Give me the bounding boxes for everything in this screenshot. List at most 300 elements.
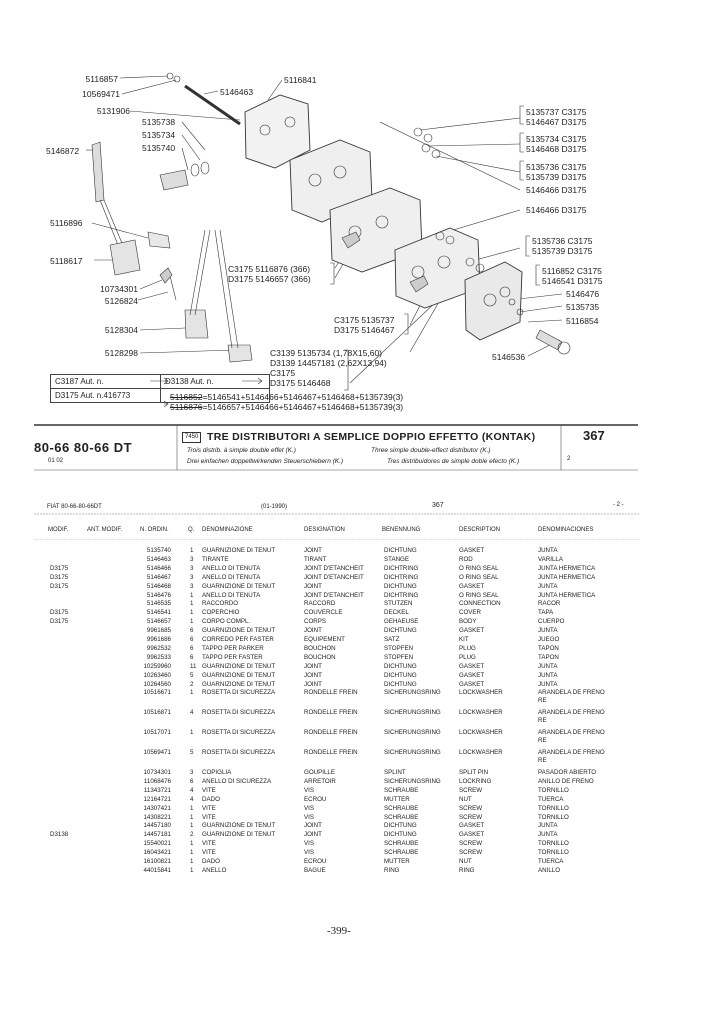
description-en-cell: O RING SEAL bbox=[459, 573, 499, 581]
quantity-cell: 1 bbox=[190, 866, 194, 874]
description-it-cell: ROSETTA DI SICUREZZA bbox=[202, 729, 276, 737]
callout-right-9: 5135736 C3175 bbox=[532, 236, 593, 246]
callout-right-2: 5146467 D3175 bbox=[526, 117, 587, 127]
description-de-cell: SCHRAUBE bbox=[384, 813, 419, 821]
part-number-cell: 5146468 bbox=[146, 582, 171, 590]
description-es-cell: TORNILLO bbox=[538, 849, 569, 857]
part-number-cell: 10516671 bbox=[143, 689, 171, 697]
callout-center-3: C3175 5135737 bbox=[334, 315, 395, 325]
quantity-cell: 4 bbox=[190, 795, 194, 803]
quantity-cell: 6 bbox=[190, 777, 194, 785]
quantity-cell: 4 bbox=[190, 786, 194, 794]
description-fr-cell: JOINT bbox=[304, 680, 322, 688]
modif-cell: D3175 bbox=[50, 609, 69, 617]
description-es-cell: JUNTA bbox=[538, 831, 558, 839]
description-de-cell: DICHTUNG bbox=[384, 831, 417, 839]
callout-right-12: 5146541 D3175 bbox=[542, 276, 603, 286]
description-en-cell: GASKET bbox=[459, 831, 485, 839]
description-it-cell: VITE bbox=[202, 849, 216, 857]
description-de-cell: DECKEL bbox=[384, 609, 409, 617]
description-fr-cell: ARRETOIR bbox=[304, 777, 336, 785]
description-en-cell: LOCKWASHER bbox=[459, 689, 503, 697]
modif-cell: D3175 bbox=[50, 573, 69, 581]
description-en-cell: LOCKRING bbox=[459, 777, 492, 785]
part-number-cell: 16043421 bbox=[143, 849, 171, 857]
description-fr-cell: JOINT bbox=[304, 627, 322, 635]
description-it-cell: GUARNIZIONE DI TENUT bbox=[202, 662, 276, 670]
description-en-cell: GASKET bbox=[459, 671, 485, 679]
quantity-cell: 3 bbox=[190, 573, 194, 581]
description-de-cell: STOPFEN bbox=[384, 644, 414, 652]
callout-right-1: 5135737 C3175 bbox=[526, 107, 587, 117]
description-de-cell: DICHTUNG bbox=[384, 582, 417, 590]
equivalence-line-2 bbox=[170, 402, 403, 412]
description-en-cell: LOCKWASHER bbox=[459, 709, 503, 717]
table-number: 367 bbox=[583, 428, 605, 443]
description-es-cell: ANILLO bbox=[538, 866, 561, 874]
description-es-cell: TAPON bbox=[538, 653, 559, 661]
callout-10734301: 10734301 bbox=[100, 284, 138, 294]
description-fr-cell: RONDELLE FREIN bbox=[304, 689, 358, 697]
description-it-cell: ANELLO DI TENUTA bbox=[202, 564, 261, 572]
description-de-cell: DICHTUNG bbox=[384, 627, 417, 635]
description-fr-cell: JOINT bbox=[304, 831, 322, 839]
description-de-cell: DICHTUNG bbox=[384, 680, 417, 688]
col-modif: MODIF. bbox=[48, 527, 69, 533]
description-es-cell: TORNILLO bbox=[538, 813, 569, 821]
col-designation: DESIGNATION bbox=[304, 527, 345, 533]
description-en-cell: O RING SEAL bbox=[459, 564, 499, 572]
description-es-continuation: RE bbox=[538, 757, 547, 765]
callout-5128298: 5128298 bbox=[104, 348, 138, 358]
equivalence-line-1 bbox=[170, 392, 403, 402]
quantity-cell: 1 bbox=[190, 804, 194, 812]
callout-10569471: 10569471 bbox=[82, 89, 120, 99]
model-row-1-col1: C3187 Aut. n. bbox=[51, 375, 161, 388]
description-es-cell: TORNILLO bbox=[538, 804, 569, 812]
description-en-cell: SCREW bbox=[459, 840, 483, 848]
description-es-cell: RACOR bbox=[538, 600, 561, 608]
description-de-cell: MUTTER bbox=[384, 858, 410, 865]
description-it-cell: GUARNIZIONE DI TENUT bbox=[202, 831, 276, 839]
part-number-cell: 5146466 bbox=[146, 564, 171, 572]
callout-right-5: 5135736 C3175 bbox=[526, 162, 587, 172]
quantity-cell: 6 bbox=[190, 636, 194, 643]
description-it-cell: VITE bbox=[202, 786, 216, 794]
part-number-cell: 5146657 bbox=[146, 618, 171, 626]
description-de-cell: SICHERUNGSRING bbox=[384, 709, 441, 717]
description-de-cell: SICHERUNGSRING bbox=[384, 689, 441, 697]
callout-5146476: 5146476 bbox=[566, 289, 600, 299]
description-fr-cell: COUVERCLE bbox=[304, 609, 343, 617]
callout-center-6: D3139 14457181 (2,62X13,94) bbox=[270, 358, 387, 368]
callout-5116896: 5116896 bbox=[50, 218, 83, 228]
callout-5135738: 5135738 bbox=[142, 117, 176, 127]
description-es-cell: JUNTA bbox=[538, 627, 558, 635]
model-name: 80-66 80-66 DT bbox=[34, 440, 133, 455]
modif-cell: D3138 bbox=[50, 831, 69, 839]
quantity-cell: 5 bbox=[190, 671, 194, 679]
description-fr-cell: VIS bbox=[304, 786, 314, 794]
description-en-cell: GASKET bbox=[459, 680, 485, 688]
description-fr-cell: VIS bbox=[304, 840, 314, 848]
subtitle-de: Drei einfachen doppeltwirkenden Steuerschiebern (K.) bbox=[187, 458, 344, 465]
description-de-cell: SPLINT bbox=[384, 769, 406, 776]
callout-center-2: D3175 5146657 (366) bbox=[228, 274, 311, 284]
quantity-cell: 3 bbox=[190, 564, 194, 572]
superseded-part-2: 5116876 bbox=[170, 402, 203, 412]
description-de-cell: RING bbox=[384, 866, 400, 874]
callout-5135740: 5135740 bbox=[142, 143, 176, 153]
description-es-cell: JUNTA bbox=[538, 671, 558, 679]
part-number-cell: 9961686 bbox=[146, 636, 171, 643]
callout-5118617: 5118617 bbox=[50, 256, 83, 266]
page-title: TRE DISTRIBUTORI A SEMPLICE DOPPIO EFFETTO (KONTAK) bbox=[207, 431, 536, 443]
description-it-cell: COPERCHIO bbox=[202, 609, 240, 617]
description-de-cell: SATZ bbox=[384, 636, 400, 643]
quantity-cell: 3 bbox=[190, 555, 194, 563]
description-de-cell: SCHRAUBE bbox=[384, 786, 419, 794]
quantity-cell: 3 bbox=[190, 769, 194, 776]
subtitle-es: Tres distribuidores de simple doble efecto (K.) bbox=[387, 458, 520, 465]
description-fr-cell: JOINT bbox=[304, 582, 322, 590]
quantity-cell: 1 bbox=[190, 618, 194, 626]
part-number-cell: 5146476 bbox=[146, 591, 171, 599]
part-number-cell: 9962533 bbox=[146, 653, 171, 661]
description-fr-cell: JOINT D'ETANCHEIT bbox=[304, 573, 364, 581]
description-de-cell: SICHERUNGSRING bbox=[384, 749, 441, 757]
quantity-cell: 1 bbox=[190, 689, 194, 697]
description-es-cell: TAPA bbox=[538, 609, 554, 617]
description-de-cell: DICHTUNG bbox=[384, 547, 417, 554]
description-es-cell: PASADOR ABIERTO bbox=[538, 769, 597, 776]
description-de-cell: DICHTRING bbox=[384, 564, 419, 572]
description-es-continuation: RE bbox=[538, 717, 547, 725]
callout-right-6: 5135739 D3175 bbox=[526, 172, 587, 182]
description-es-cell: JUNTA bbox=[538, 822, 558, 830]
description-fr-cell: JOINT bbox=[304, 547, 322, 554]
equivalence-notes bbox=[170, 392, 403, 412]
modif-cell: D3175 bbox=[50, 564, 69, 572]
description-it-cell: GUARNIZIONE DI TENUT bbox=[202, 547, 276, 554]
description-fr-cell: VIS bbox=[304, 849, 314, 857]
callout-5146463: 5146463 bbox=[220, 87, 254, 97]
table-sheet: 2 bbox=[567, 456, 571, 462]
description-fr-cell: JOINT bbox=[304, 662, 322, 670]
callout-right-8: 5146466 D3175 bbox=[526, 205, 587, 215]
description-en-cell: SPLIT PIN bbox=[459, 769, 489, 776]
description-en-cell: GASKET bbox=[459, 582, 485, 590]
description-en-cell: KIT bbox=[459, 636, 469, 643]
description-es-cell: JUNTA HERMETICA bbox=[538, 564, 596, 572]
description-it-cell: COPIGLIA bbox=[202, 769, 232, 776]
part-number-cell: 5146535 bbox=[146, 600, 171, 608]
description-de-cell: DICHTRING bbox=[384, 573, 419, 581]
exploded-diagram bbox=[0, 0, 710, 425]
part-number-cell: 11068476 bbox=[143, 777, 171, 785]
description-es-cell: TUERCA bbox=[538, 795, 564, 803]
description-en-cell: GASKET bbox=[459, 822, 485, 830]
description-fr-cell: RONDELLE FREIN bbox=[304, 729, 358, 737]
part-number-cell: 9962532 bbox=[146, 644, 171, 652]
model-row-1-col2: D3138 Aut. n. bbox=[165, 377, 214, 386]
part-number-cell: 5146467 bbox=[146, 573, 171, 581]
description-en-cell: RING bbox=[459, 866, 475, 874]
description-fr-cell: JOINT bbox=[304, 671, 322, 679]
description-fr-cell: BOUCHON bbox=[304, 644, 336, 652]
list-rules bbox=[0, 510, 710, 540]
equivalence-2: =5146657+5146466+5146467+5146468+5135739(3) bbox=[202, 402, 404, 412]
col-benennung: BENENNUNG bbox=[382, 527, 421, 533]
description-it-cell: VITE bbox=[202, 813, 216, 821]
part-number-cell: 10259960 bbox=[143, 662, 171, 670]
description-fr-cell: RONDELLE FREIN bbox=[304, 749, 358, 757]
description-es-cell: JUEGO bbox=[538, 636, 560, 643]
callout-center-4: D3175 5146467 bbox=[334, 325, 395, 335]
description-de-cell: SCHRAUBE bbox=[384, 849, 419, 857]
description-fr-cell: GOUPILLE bbox=[304, 769, 335, 776]
part-number-cell: 5146541 bbox=[146, 609, 171, 617]
description-it-cell: GUARNIZIONE DI TENUT bbox=[202, 822, 276, 830]
description-en-cell: COVER bbox=[459, 609, 482, 617]
description-en-cell: PLUG bbox=[459, 644, 476, 652]
callout-center-8: D3175 5146468 bbox=[270, 378, 331, 388]
part-number-cell: 14307421 bbox=[143, 804, 171, 812]
description-de-cell: DICHTUNG bbox=[384, 822, 417, 830]
description-fr-cell: BOUCHON bbox=[304, 653, 336, 661]
callout-right-7: 5146466 D3175 bbox=[526, 185, 587, 195]
description-it-cell: GUARNIZIONE DI TENUT bbox=[202, 627, 276, 635]
callout-5116857: 5116857 bbox=[85, 74, 118, 84]
description-es-cell: JUNTA bbox=[538, 582, 558, 590]
part-number-cell: 5146463 bbox=[146, 555, 171, 563]
description-es-cell: TAPON bbox=[538, 644, 559, 652]
description-en-cell: GASKET bbox=[459, 547, 485, 554]
description-en-cell: LOCKWASHER bbox=[459, 729, 503, 737]
group-code: 7450 bbox=[182, 432, 201, 443]
callout-5146872: 5146872 bbox=[46, 146, 80, 156]
description-es-cell: VARILLA bbox=[538, 555, 563, 563]
fiat-sheet: - 2 - bbox=[613, 502, 624, 508]
quantity-cell: 2 bbox=[190, 680, 194, 688]
quantity-cell: 3 bbox=[190, 582, 194, 590]
description-it-cell: ANELLO DI TENUTA bbox=[202, 591, 261, 599]
description-es-cell: ARANDELA DE FRENO bbox=[538, 689, 605, 697]
part-number-cell: 10264560 bbox=[143, 680, 171, 688]
description-fr-cell: EQUIPEMENT bbox=[304, 636, 345, 643]
part-number-cell: 10516871 bbox=[143, 709, 171, 717]
callout-5116841: 5116841 bbox=[284, 75, 317, 85]
description-it-cell: CORPO COMPL. bbox=[202, 618, 251, 626]
description-it-cell: GUARNIZIONE DI TENUT bbox=[202, 671, 276, 679]
description-en-cell: SCREW bbox=[459, 849, 483, 857]
model-version-codes: 01 02 bbox=[48, 458, 64, 464]
quantity-cell: 2 bbox=[190, 831, 194, 839]
description-fr-cell: BAGUE bbox=[304, 866, 326, 874]
quantity-cell: 1 bbox=[190, 729, 194, 737]
quantity-cell: 1 bbox=[190, 858, 194, 865]
part-number-cell: 11343721 bbox=[143, 786, 171, 794]
description-de-cell: DICHTUNG bbox=[384, 662, 417, 670]
description-de-cell: MUTTER bbox=[384, 795, 410, 803]
part-number-cell: 10517071 bbox=[143, 729, 171, 737]
equivalence-1: =5146541+5146466+5146467+5146468+5135739(3) bbox=[202, 392, 404, 402]
fiat-date: (01-1990) bbox=[261, 504, 288, 510]
description-it-cell: ROSETTA DI SICUREZZA bbox=[202, 749, 276, 757]
description-it-cell: TAPPO PER FASTER bbox=[202, 653, 263, 661]
description-es-cell: TUERCA bbox=[538, 858, 564, 865]
description-en-cell: O RING SEAL bbox=[459, 591, 499, 599]
quantity-cell: 11 bbox=[190, 662, 197, 670]
description-en-cell: BODY bbox=[459, 618, 477, 626]
part-number-cell: 12164721 bbox=[143, 795, 171, 803]
description-es-cell: ARANDELA DE FRENO bbox=[538, 729, 605, 737]
quantity-cell: 5 bbox=[190, 749, 194, 757]
part-number-cell: 9961685 bbox=[146, 627, 171, 635]
col-n-ordin: N. ORDIN. bbox=[140, 527, 169, 533]
description-en-cell: SCREW bbox=[459, 813, 483, 821]
description-en-cell: NUT bbox=[459, 858, 472, 865]
description-it-cell: ANELLO bbox=[202, 866, 227, 874]
description-fr-cell: VIS bbox=[304, 813, 314, 821]
description-es-continuation: RE bbox=[538, 697, 547, 705]
callout-right-10: 5135739 D3175 bbox=[532, 246, 593, 256]
description-es-cell: ARANDELA DE FRENO bbox=[538, 749, 605, 757]
part-number-cell: 44015841 bbox=[143, 866, 171, 874]
description-es-cell: JUNTA bbox=[538, 547, 558, 554]
description-fr-cell: ECROU bbox=[304, 858, 327, 865]
description-it-cell: GUARNIZIONE DI TENUT bbox=[202, 582, 276, 590]
quantity-cell: 1 bbox=[190, 609, 194, 617]
col-denominazione: DENOMINAZIONE bbox=[202, 527, 253, 533]
page-number: -399- bbox=[327, 925, 351, 937]
description-it-cell: ANELLO DI SICUREZZA bbox=[202, 777, 272, 785]
description-de-cell: SICHERUNGSRING bbox=[384, 777, 441, 785]
description-de-cell: STANGE bbox=[384, 555, 409, 563]
description-en-cell: ROD bbox=[459, 555, 473, 563]
col-denominaciones: DENOMINACIONES bbox=[538, 527, 594, 533]
part-number-cell: 16100821 bbox=[143, 858, 171, 865]
callout-center-1: C3175 5116876 (366) bbox=[228, 264, 311, 274]
fiat-model-line: FIAT 80-66-80-66DT bbox=[47, 504, 102, 510]
callout-5116854: 5116854 bbox=[566, 316, 599, 326]
model-row-2-col1: D3175 Aut. n.416773 bbox=[51, 389, 161, 402]
description-de-cell: STUTZEN bbox=[384, 600, 413, 608]
description-es-continuation: RE bbox=[538, 737, 547, 745]
description-es-cell: JUNTA HERMETICA bbox=[538, 573, 596, 581]
description-en-cell: GASKET bbox=[459, 662, 485, 670]
part-number-cell: 14457180 bbox=[143, 822, 171, 830]
superseded-part-1: 5116852 bbox=[170, 392, 203, 402]
model-row-1 bbox=[51, 375, 269, 389]
description-fr-cell: JOINT bbox=[304, 822, 322, 830]
callout-center-7: C3175 bbox=[270, 368, 296, 378]
description-es-cell: ANILLO DE FRENO bbox=[538, 777, 594, 785]
callout-center-5: C3139 5135734 (1,78X15,60) bbox=[270, 348, 383, 358]
description-fr-cell: RONDELLE FREIN bbox=[304, 709, 358, 717]
quantity-cell: 1 bbox=[190, 591, 194, 599]
callout-5146536: 5146536 bbox=[492, 352, 526, 362]
part-number-cell: 10263460 bbox=[143, 671, 171, 679]
fiat-page: 367 bbox=[432, 502, 444, 509]
quantity-cell: 1 bbox=[190, 813, 194, 821]
description-it-cell: TIRANTE bbox=[202, 555, 229, 563]
description-de-cell: GEHAEUSE bbox=[384, 618, 419, 626]
quantity-cell: 6 bbox=[190, 653, 194, 661]
description-it-cell: VITE bbox=[202, 804, 216, 812]
quantity-cell: 1 bbox=[190, 600, 194, 608]
description-en-cell: SCREW bbox=[459, 804, 483, 812]
description-en-cell: PLUG bbox=[459, 653, 476, 661]
quantity-cell: 1 bbox=[190, 547, 194, 554]
part-number-cell: 10734301 bbox=[143, 769, 171, 776]
description-it-cell: VITE bbox=[202, 840, 216, 848]
quantity-cell: 6 bbox=[190, 644, 194, 652]
col-q: Q. bbox=[188, 527, 195, 533]
description-es-cell: CUERPO bbox=[538, 618, 565, 626]
quantity-cell: 1 bbox=[190, 849, 194, 857]
callout-5128304: 5128304 bbox=[104, 325, 138, 335]
callout-right-11: 5116852 C3175 bbox=[542, 266, 602, 276]
callout-right-3: 5135734 C3175 bbox=[526, 134, 587, 144]
description-fr-cell: ECROU bbox=[304, 795, 327, 803]
description-es-cell: JUNTA bbox=[538, 662, 558, 670]
part-number-cell: 15540021 bbox=[143, 840, 171, 848]
modif-cell: D3175 bbox=[50, 618, 69, 626]
description-fr-cell: CORPS bbox=[304, 618, 327, 626]
part-number-cell: 14457181 bbox=[143, 831, 171, 839]
description-it-cell: TAPPO PER PARKER bbox=[202, 644, 264, 652]
quantity-cell: 1 bbox=[190, 822, 194, 830]
description-it-cell: CORREDO PER FASTER bbox=[202, 636, 274, 643]
description-en-cell: GASKET bbox=[459, 627, 485, 635]
description-fr-cell: JOINT D'ETANCHEIT bbox=[304, 591, 364, 599]
col-ant-modif: ANT. MODIF. bbox=[87, 527, 123, 533]
description-it-cell: RACCORDO bbox=[202, 600, 239, 608]
col-description: DESCRIPTION bbox=[459, 527, 501, 533]
description-en-cell: CONNECTION bbox=[459, 600, 501, 608]
description-fr-cell: RACCORD bbox=[304, 600, 336, 608]
modif-cell: D3175 bbox=[50, 582, 69, 590]
part-number-cell: 14308221 bbox=[143, 813, 171, 821]
description-fr-cell: JOINT D'ETANCHEIT bbox=[304, 564, 364, 572]
description-en-cell: SCREW bbox=[459, 786, 483, 794]
description-de-cell: SCHRAUBE bbox=[384, 840, 419, 848]
description-en-cell: LOCKWASHER bbox=[459, 749, 503, 757]
description-de-cell: DICHTRING bbox=[384, 591, 419, 599]
description-it-cell: ROSETTA DI SICUREZZA bbox=[202, 709, 276, 717]
callout-right-4: 5146468 D3175 bbox=[526, 144, 587, 154]
description-de-cell: SICHERUNGSRING bbox=[384, 729, 441, 737]
description-en-cell: NUT bbox=[459, 795, 472, 803]
description-es-cell: ARANDELA DE FRENO bbox=[538, 709, 605, 717]
callout-5126824: 5126824 bbox=[104, 296, 138, 306]
description-de-cell: DICHTUNG bbox=[384, 671, 417, 679]
part-number-cell: 10569471 bbox=[143, 749, 171, 757]
description-it-cell: ROSETTA DI SICUREZZA bbox=[202, 689, 276, 697]
subtitle-en: Three simple double-effect distributor (K.) bbox=[371, 447, 491, 454]
description-es-cell: TORNILLO bbox=[538, 786, 569, 794]
description-fr-cell: VIS bbox=[304, 804, 314, 812]
description-es-cell: JUNTA bbox=[538, 680, 558, 688]
subtitle-fr: Trois distrib. à simple double effet (K.) bbox=[187, 447, 296, 454]
description-it-cell: GUARNIZIONE DI TENUT bbox=[202, 680, 276, 688]
description-it-cell: DADO bbox=[202, 795, 220, 803]
callout-5135734: 5135734 bbox=[142, 130, 176, 140]
description-es-cell: JUNTA HERMETICA bbox=[538, 591, 596, 599]
quantity-cell: 6 bbox=[190, 627, 194, 635]
part-number-cell: 5135740 bbox=[146, 547, 171, 554]
